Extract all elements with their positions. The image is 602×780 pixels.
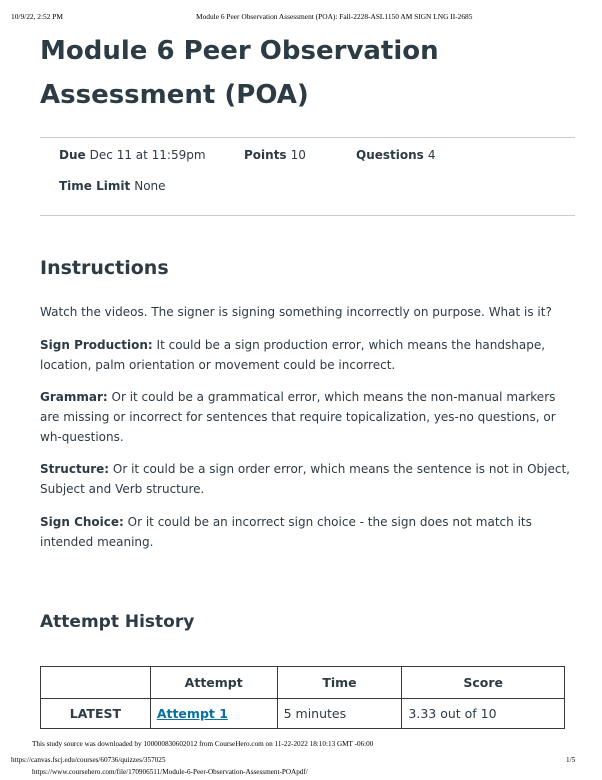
column-header: Time	[277, 667, 402, 699]
due-label: Due	[59, 148, 86, 162]
print-header	[0, 12, 602, 24]
footer-download-note: This study source was downloaded by 100000830602012 from CourseHero.com on 11-22-2022 18:10:13 GMT -06:00	[32, 740, 374, 748]
questions-label: Questions	[356, 148, 424, 162]
attempt-score: 3.33 out of 10	[402, 699, 565, 729]
questions-info	[356, 148, 435, 162]
attempt-history-table	[40, 666, 565, 729]
points-value: 10	[290, 148, 306, 162]
divider-bottom	[40, 215, 575, 216]
table-header-row	[41, 667, 565, 699]
due-info	[59, 148, 206, 162]
table-row	[41, 699, 565, 729]
column-header	[41, 667, 151, 699]
instruction-text: It could be a sign production error, which means the handshape, location, palm orientation or movement could be incorrect.	[40, 338, 546, 372]
footer-source-url: https://canvas.fscj.edu/courses/60736/quizzes/357025	[11, 756, 166, 764]
divider-top	[40, 137, 575, 138]
points-info	[244, 148, 306, 162]
instruction-sign-production	[40, 335, 570, 375]
points-label: Points	[244, 148, 287, 162]
instruction-text: Or it could be a sign order error, which means the sentence is not in Object, Subject and Verb structure.	[40, 462, 570, 496]
footer-coursehero-url: https://www.coursehero.com/file/170906511/Module-6-Peer-Observation-Assessment-POApdf/	[32, 768, 308, 776]
column-header: Score	[402, 667, 565, 699]
instructions-heading: Instructions	[40, 257, 169, 279]
instruction-label: Sign Production:	[40, 338, 153, 352]
print-date: 10/9/22, 2:52 PM	[11, 12, 63, 21]
time-limit-info	[59, 179, 166, 193]
instruction-text: Or it could be an incorrect sign choice - the sign does not match its intended meaning.	[40, 515, 532, 549]
time-limit-label: Time Limit	[59, 179, 131, 193]
attempt-time: 5 minutes	[277, 699, 402, 729]
column-header: Attempt	[150, 667, 277, 699]
instructions-intro: Watch the videos. The signer is signing something incorrectly on purpose. What is it?	[40, 305, 552, 319]
time-limit-value: None	[134, 179, 166, 193]
instruction-label: Grammar:	[40, 390, 108, 404]
instruction-label: Structure:	[40, 462, 110, 476]
attempt-status: LATEST	[41, 699, 151, 729]
attempt-history-heading: Attempt History	[40, 612, 195, 632]
instruction-label: Sign Choice:	[40, 515, 124, 529]
instruction-grammar	[40, 387, 570, 447]
attempt-cell	[150, 699, 277, 729]
attempt-link[interactable]: Attempt 1	[156, 706, 228, 721]
page-title: Module 6 Peer Observation Assessment (POA)	[40, 36, 439, 110]
questions-value: 4	[427, 148, 436, 162]
due-value: Dec 11 at 11:59pm	[89, 148, 206, 162]
print-doc-title: Module 6 Peer Observation Assessment (POA): Fall-2228-ASL1150 AM SIGN LNG II-2685	[196, 12, 473, 21]
footer-page-number: 1/5	[566, 756, 576, 764]
instruction-sign-choice	[40, 512, 570, 552]
instruction-text: Or it could be a grammatical error, which means the non-manual markers are missing or incorrect for sentences that require topicalization, yes-no questions, or wh-questions.	[40, 390, 556, 444]
instruction-structure	[40, 459, 570, 499]
